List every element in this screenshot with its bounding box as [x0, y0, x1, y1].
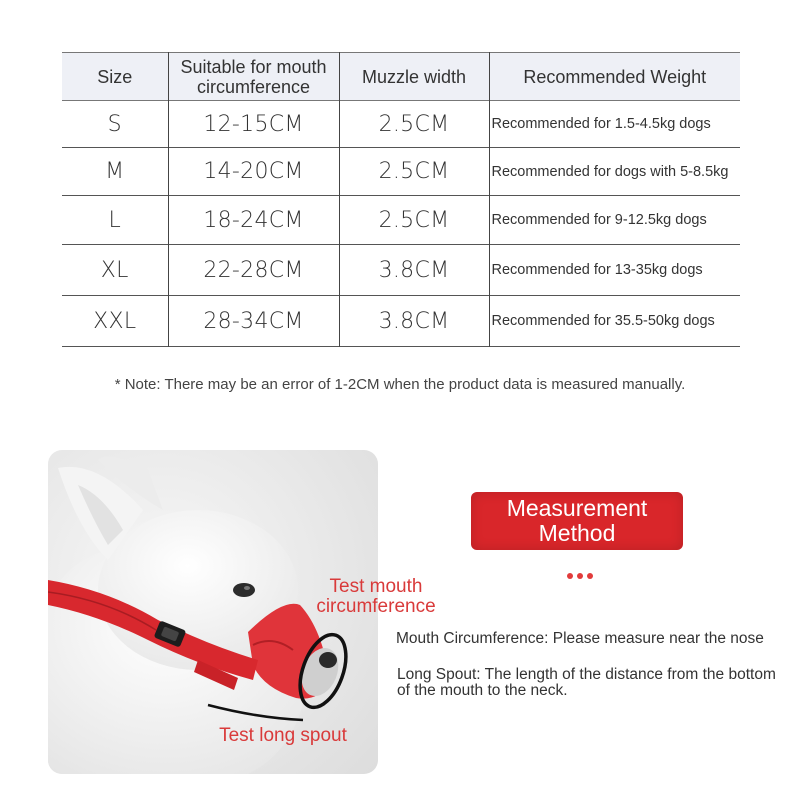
- dot-icon: [577, 573, 583, 579]
- cell-size: L: [108, 207, 122, 233]
- cell-circumference: 12-15CM: [168, 101, 339, 148]
- dot-icon: [567, 573, 573, 579]
- long-spout-description: Long Spout: The length of the distance from the bottom of the mouth to the neck.: [397, 666, 776, 699]
- header-muzzle-width: Muzzle width: [339, 53, 489, 101]
- mouth-circumference-description: Mouth Circumference: Please measure near the nose: [396, 630, 764, 647]
- cell-weight: Recommended for dogs with 5-8.5kg: [489, 148, 740, 196]
- table-row: [62, 196, 740, 245]
- cell-width: 3.8CM: [339, 245, 489, 296]
- table-row: [62, 101, 740, 148]
- cell-weight: Recommended for 1.5-4.5kg dogs: [489, 101, 740, 148]
- cell-width: 2.5CM: [339, 196, 489, 245]
- decorative-dots: [567, 573, 593, 579]
- header-size: Size: [97, 66, 133, 87]
- cell-circumference: 14-20CM: [168, 148, 339, 196]
- cell-weight: Recommended for 35.5-50kg dogs: [489, 296, 740, 347]
- test-spout-label: Test long spout: [219, 725, 347, 746]
- size-chart-table: [62, 52, 740, 347]
- measurement-method-title: Measurement Method: [506, 495, 648, 546]
- cell-size: M: [105, 159, 125, 184]
- measurement-note: * Note: There may be an error of 1-2CM when the product data is measured manually.: [114, 376, 686, 393]
- table-row: [62, 245, 740, 296]
- cell-size: XXL: [93, 308, 137, 334]
- cell-width: 2.5CM: [339, 148, 489, 196]
- cell-weight: Recommended for 9-12.5kg dogs: [489, 196, 740, 245]
- table-row: [62, 148, 740, 196]
- cell-circumference: 18-24CM: [168, 196, 339, 245]
- table-header-row: [62, 53, 740, 101]
- cell-circumference: 22-28CM: [168, 245, 339, 296]
- cell-size: XL: [100, 257, 129, 283]
- cell-size: S: [107, 111, 122, 137]
- dot-icon: [587, 573, 593, 579]
- cell-width: 2.5CM: [339, 101, 489, 148]
- cell-weight: Recommended for 13-35kg dogs: [489, 245, 740, 296]
- table-row: [62, 296, 740, 347]
- measurement-method-badge: [471, 492, 683, 550]
- cell-width: 3.8CM: [339, 296, 489, 347]
- header-recommended-weight: Recommended Weight: [489, 53, 740, 101]
- header-circumference: Suitable for mouth circumference: [168, 53, 339, 101]
- cell-circumference: 28-34CM: [168, 296, 339, 347]
- test-mouth-label: Test mouth circumference: [316, 576, 436, 617]
